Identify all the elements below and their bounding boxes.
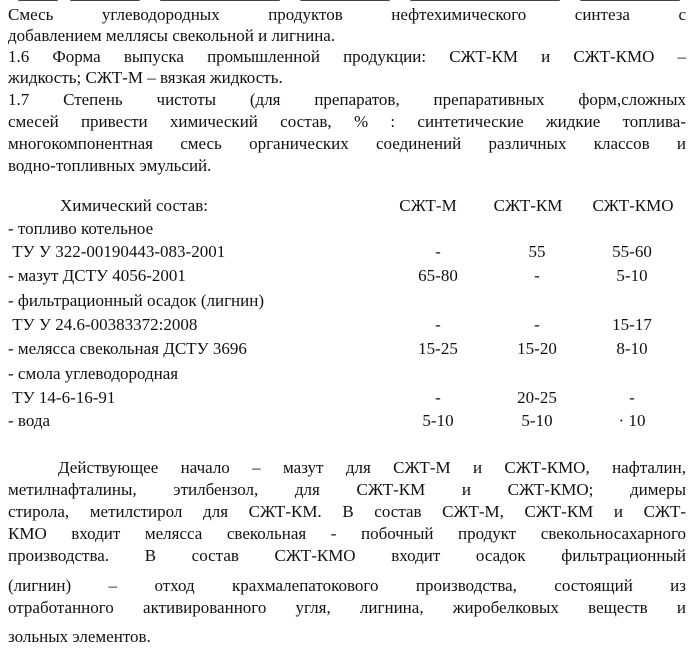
cell-szht-kmo: 8-10 <box>616 339 648 358</box>
section-1-7-line-3: многокомпонентная смесь органических соединений различных классов и <box>8 134 686 153</box>
cell-szht-kmo: 15-17 <box>612 315 652 334</box>
table-row <box>0 291 700 311</box>
active-line-2: метилнафталины, этилбензол, для СЖТ-КМ и СЖТ-КМО; димеры <box>8 480 686 499</box>
row-label: - мазут ДСТУ 4056-2001 <box>8 266 186 285</box>
cell-szht-m: - <box>435 242 441 261</box>
row-label: - вода <box>8 411 51 430</box>
cell-szht-m: 5-10 <box>422 411 454 430</box>
cut-off-text-line <box>0 0 700 4</box>
cell-szht-kmo: · 10 <box>618 411 646 430</box>
table-row <box>0 315 700 335</box>
composition-header <box>0 196 700 216</box>
intro-line-2: добавлением меллясы свекольной и лигнина. <box>8 26 336 45</box>
row-label: ТУ У 24.6-00383372:2008 <box>8 315 198 334</box>
row-label: - смола углеводородная <box>8 364 179 383</box>
active-line-8: зольных элементов. <box>8 627 151 646</box>
cell-szht-kmo: 5-10 <box>616 266 648 285</box>
row-label: - топливо котельное <box>8 219 154 238</box>
cell-szht-km: 20-25 <box>517 388 557 407</box>
section-1-7-line-2: смесей привести химический состав, % : синтетические жидкие топлива- <box>8 112 686 131</box>
header-col-szht-m: СЖТ-М <box>399 196 457 215</box>
active-line-6: (лигнин) – отход крахмалепатокового производства, состоящий из <box>8 576 686 595</box>
row-label: ТУ 14-6-16-91 <box>8 388 116 407</box>
table-row <box>0 339 700 359</box>
cell-szht-km: - <box>534 315 540 334</box>
cell-szht-m: - <box>435 388 441 407</box>
cell-szht-km: 55 <box>528 242 546 261</box>
section-1-7-line-4: водно-топливных эмульсий. <box>8 156 212 175</box>
cell-szht-m: - <box>435 315 441 334</box>
row-label: ТУ У 322-00190443-083-2001 <box>8 242 226 261</box>
section-1-6-line-2: жидкость; СЖТ-М – вязкая жидкость. <box>8 68 283 87</box>
section-1-7-line-1: 1.7 Степень чистоты (для препаратов, препаративных форм,сложных <box>8 90 686 109</box>
cell-szht-km: - <box>534 266 540 285</box>
active-line-5: производства. В состав СЖТ-КМО входит осадок фильтрационный <box>8 546 686 565</box>
cell-szht-m: 65-80 <box>418 266 458 285</box>
cell-szht-m: 15-25 <box>418 339 458 358</box>
table-row <box>0 388 700 408</box>
table-row <box>0 266 700 286</box>
active-line-4: КМО входит мелясса свекольная - побочный продукт свекольносахарного <box>8 524 686 543</box>
header-col-szht-km: СЖТ-КМ <box>493 196 563 215</box>
table-row <box>0 411 700 431</box>
header-label: Химический состав: <box>60 196 208 215</box>
active-line-1: Действующее начало – мазут для СЖТ-М и СЖТ-КМО, нафталин, <box>58 458 686 477</box>
table-row <box>0 364 700 384</box>
active-line-3: стирола, метилстирол для СЖТ-КМ. В состав СЖТ-М, СЖТ-КМ и СЖТ- <box>8 502 686 521</box>
active-line-7: отработанного активированного угля, лигнина, жиробелковых веществ и <box>8 598 686 617</box>
cell-szht-kmo: - <box>629 388 635 407</box>
section-1-6-line-1: 1.6 Форма выпуска промышленной продукции: СЖТ-КМ и СЖТ-КМО – <box>8 47 686 66</box>
intro-line-1: Смесь углеводородных продуктов нефтехимического синтеза с <box>8 5 686 24</box>
cell-szht-kmo: 55-60 <box>612 242 652 261</box>
cell-szht-km: 15-20 <box>517 339 557 358</box>
header-col-szht-kmo: СЖТ-КМО <box>592 196 674 215</box>
row-label: - мелясса свекольная ДСТУ 3696 <box>8 339 247 358</box>
cell-szht-km: 5-10 <box>521 411 553 430</box>
table-row <box>0 242 700 262</box>
table-row <box>0 219 700 239</box>
row-label: - фильтрационный осадок (лигнин) <box>8 291 265 310</box>
